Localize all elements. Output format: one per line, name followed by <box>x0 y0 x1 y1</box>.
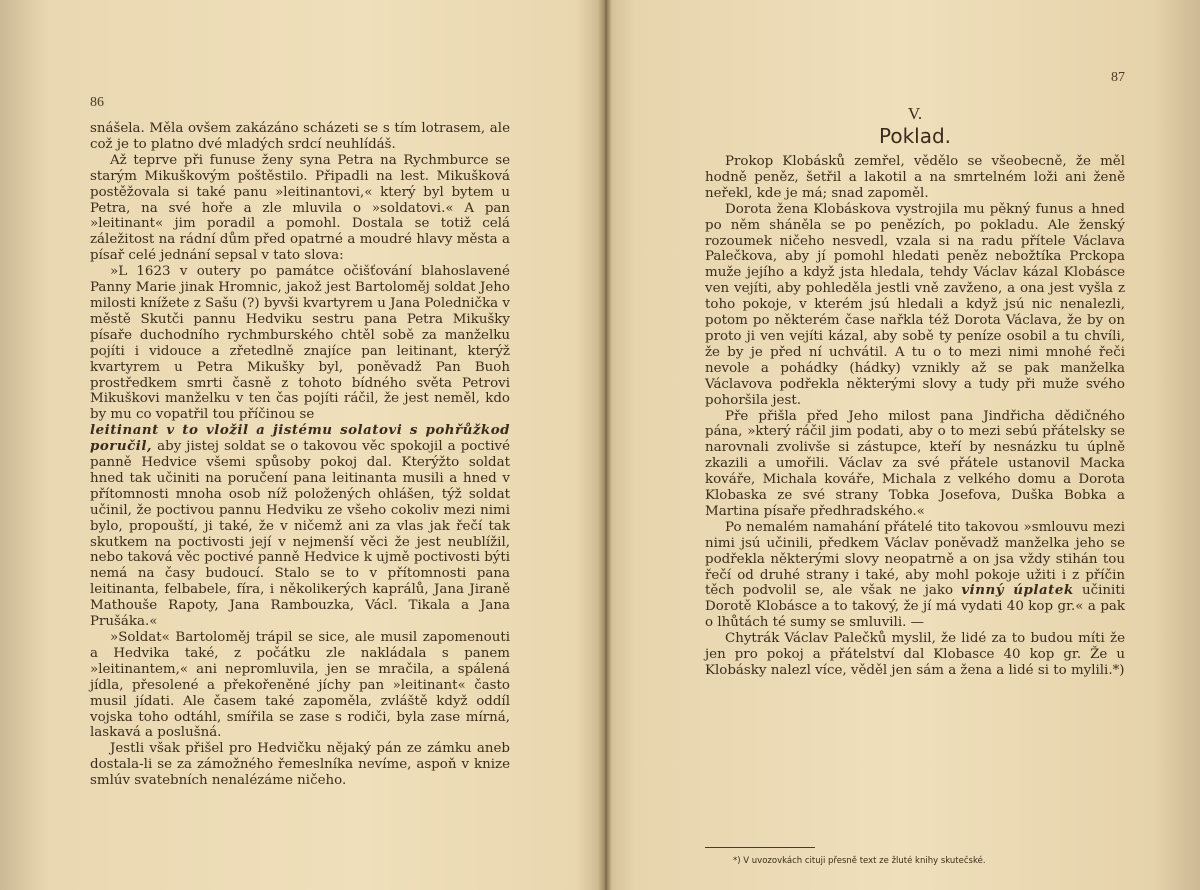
chapter-title: Poklad. <box>878 124 952 148</box>
paragraph: Dorota žena Klobáskova vystrojila mu pěkný funus a hned po něm sháněla se po penězích, po pokladu. Ale ženský rozoumek ničeho nesvedl, vzala si na radu přítele Václava Palečkova, aby jí pomohl hledati peněz nebožtíka Prckopa muže jejího a když jsta hledala, tehdy Václav kázal Klobásce ven vejíti, aby pohleděla jestli vně zavženo, a ona jest vyšla z toho pokoje, v kterém jsú hledali a když jsú nic nenalezli, potom po některém čase nařkla též Dorota Václava, že by on proto ji ven vejíti kázal, aby sobě ty peníze osobil a tu chvíli, že by je před ní uchvátil. A tu o to mezi nimi mnohé řeči nevole a pohádky (hádky) vznikly až se pak manželka Václavova podřekla některými slovy a tudy při muže svého pohoršila jest. <box>705 201 1125 408</box>
emphasized-text: leitinant v to vložil a jistému solatovi s pohřůžkod poručil, <box>90 422 510 455</box>
paragraph: Jestli však přišel pro Hedvičku nějaký pán ze zámku aneb dostala-li se za zámožného řemeslníka nevíme, aspoň v knize smlúv svatebních nenalézáme ničeho. <box>90 741 510 789</box>
paragraph: Až teprve při funuse ženy syna Petra na Rychmburce se starým Mikuškovým poštěstilo. Připadli na lest. Mikušková postěžovala si také panu »leitinantovi,« který byl bytem u Petra, na své hoře a zle mluvila o »soldatovi.« A pan »leitinant« jim poradil a pomohl. Dostala se totiž celá záležitost na rádní dům před opatrné a moudré hlavy města a písař celé jednání sepsal v tato slova: <box>90 152 510 264</box>
book-gutter <box>598 0 612 890</box>
paragraph: »Soldat« Bartoloměj trápil se sice, ale musil zapomenouti a Hedvika také, z počátku zle nakládala s panem »leitinantem,« ani nepromluvila, jen se mračila, a spálená jídla, přesolené a překořeněné jíchy pan »leitinant« často musil jídati. Ale časem také zapoměla, zvláště když oddíl vojska toho odtáhl, smířila se zase s rodiči, byla zase mírná, laskavá a poslušná. <box>90 630 510 741</box>
paragraph <box>705 520 1125 631</box>
page-number-right: 87 <box>1111 70 1125 85</box>
paragraph-text: Po nemalém namahání přátelé tito takovou »smlouvu mezi nimi jsú učinili, předkem Václav poněvadž manželka jeho se podřekla některými slovy neopatrně a on jsa vždy stihán tou řečí od druhé strany i také, aby mohl pokoje užiti i z příčin těch podvolil se, ale však ne jako <box>705 519 1125 599</box>
paragraph-continuation: aby jistej soldat se o takovou věc spokojil a poctivé panně Hedvice všemi spůsoby pokoj dal. Kterýžto soldat hned tak učiniti na poručení pana leitinanta musili a hned v přítomnosti mnoha osob níž položených ohlášen, týž soldat učinil, že poctivou pannu Hedviku ze všeho cokoliv mezi nimi bylo, propouští, ji také, že v ničemž ani za vlas jak řečí tak skutkem na poctivosti její v nejmenší věci že jest neublížil, nebo taková věc poctivé panně Hedvice k ujmě poctivosti býti nemá na časy budoucí. Stalo se to v přítomnosti pana leitinanta, felbabele, fíra, i několikerých kaprálů, Jana Jiraně Mathouše Rapoty, Jana Rambouzka, Václ. Tikala a Jana Prušáka.« <box>90 439 510 630</box>
paragraph <box>90 423 510 630</box>
paragraph: »L 1623 v outery po památce očišťování blahoslavené Panny Marie jinak Hromnic, jakož jest Bartoloměj soldat Jeho milosti knížete z Sašu (?) byvši kvartyrem u Jana Polednička v městě Skutči pannu Hedviku sestru pana Petra Mikušky písaře duchodního rychmburského chtěl sobě za manželku pojíti i vidouce a zřetedlně znajíce pan leitinant, kterýž kvartyrem u Petra Mikušky byl, poněvadž Pan Buoh prostředkem smrti časně z tohoto bídného světa Petrovi Mikuškovi manželku v ten čas pojíti ráčil, že jest neměl, kdo by mu co vopatřil tou příčinou se <box>90 264 510 423</box>
right-page-text <box>705 154 1125 679</box>
paragraph: Prokop Klobásků zemřel, vědělo se všeobecně, že měl hodně peněz, šetřil a lakotil a na smrtelném loži ani ženě neřekl, kde je má; snad zapoměl. <box>705 154 1125 201</box>
chapter-number: V. <box>907 104 923 123</box>
page-number-left: 86 <box>90 95 104 110</box>
emphasized-text: vinný úplatek <box>961 582 1074 599</box>
paragraph-continuation: učiniti Dorotě Klobásce a to takový, že jí má vydati 40 kop gr.« a pak o lhůtách té sumy se smluvili. — <box>705 583 1125 631</box>
paragraph: Chytrák Václav Palečků myslil, že lidé za to budou míti že jen pro pokoj a přátelství dal Klobasce 40 kop gr. Že u Klobásky nalezl více, věděl jen sám a žena a lidé si to mylili.*) <box>705 631 1125 678</box>
footnote: *) V uvozovkách cituji přesně text ze žluté knihy skutečské. <box>733 856 986 866</box>
left-page-text <box>90 121 510 789</box>
paragraph: Pře přišla před Jeho milost pana Jindřicha dědičného pána, »který ráčil jim podati, aby o to mezi sebú přátelsky se narovnali zvolivše si zástupce, kteří by nesnázku tu úplně zkazili a umořili. Václav za své přátele ustanovil Macka kováře, Michala kováře, Michala z velkého domu a Dorota Klobaska ze své strany Tobka Josefova, Duška Bobka a Martina písaře předhradského.« <box>705 408 1125 519</box>
paragraph: snášela. Měla ovšem zakázáno scházeti se s tím lotrasem, ale což je to platno dvé mladých srdcí neuhlídáš. <box>90 121 510 152</box>
footnote-rule <box>705 847 815 848</box>
